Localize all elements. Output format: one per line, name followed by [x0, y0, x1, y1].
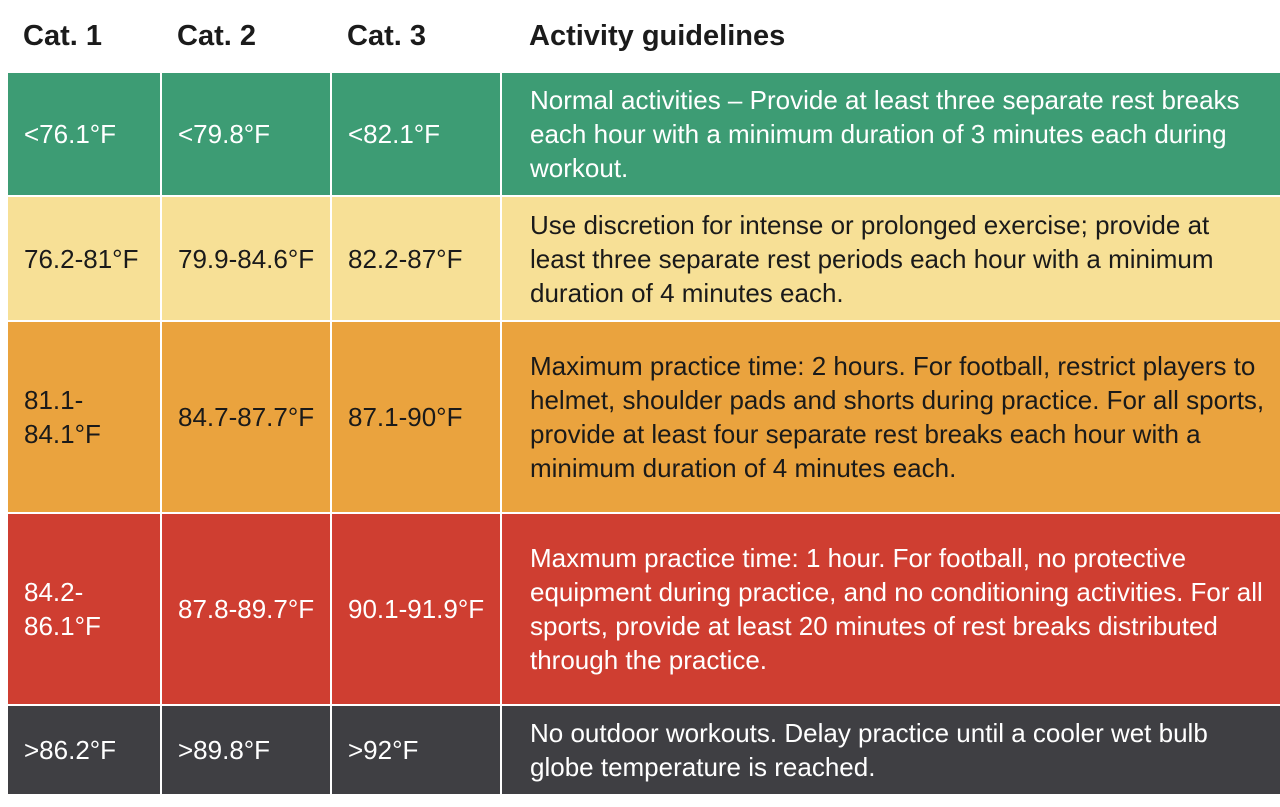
cell-cat-1: 76.2-81°F: [7, 196, 161, 321]
table-row-red: [7, 513, 1280, 705]
table-row-green: [7, 73, 1280, 196]
table-row-gray: [7, 705, 1280, 795]
cell-cat-2: 87.8-89.7°F: [161, 513, 331, 705]
cell-cat-2: 79.9-84.6°F: [161, 196, 331, 321]
header-cat-2: Cat. 2: [161, 0, 331, 73]
cell-cat-3: 90.1-91.9°F: [331, 513, 501, 705]
cell-guideline: Maxmum practice time: 1 hour. For football, no protective equipment during practice, and no conditioning activities. For all sports, provide at least 20 minutes of rest breaks distributed through the practice.: [501, 513, 1280, 705]
table-row-yellow: [7, 196, 1280, 321]
cell-guideline: Normal activities – Provide at least three separate rest breaks each hour with a minimum duration of 3 minutes each during workout.: [501, 73, 1280, 196]
cell-cat-1: >86.2°F: [7, 705, 161, 795]
cell-cat-3: >92°F: [331, 705, 501, 795]
cell-guideline: Maximum practice time: 2 hours. For football, restrict players to helmet, shoulder pads and shorts during practice. For all sports, provide at least four separate rest breaks each hour with a minimum duration of 4 minutes each.: [501, 321, 1280, 513]
header-cat-1: Cat. 1: [7, 0, 161, 73]
bottom-margin: [0, 798, 1280, 807]
cell-guideline: Use discretion for intense or prolonged exercise; provide at least three separate rest periods each hour with a minimum duration of 4 minutes each.: [501, 196, 1280, 321]
table-body: [7, 73, 1280, 795]
cell-cat-1: 84.2-86.1°F: [7, 513, 161, 705]
table-row-orange: [7, 321, 1280, 513]
cell-cat-2: <79.8°F: [161, 73, 331, 196]
cell-cat-1: 81.1-84.1°F: [7, 321, 161, 513]
header-activity-guidelines: Activity guidelines: [501, 0, 1280, 73]
cell-cat-3: 87.1-90°F: [331, 321, 501, 513]
cell-cat-3: <82.1°F: [331, 73, 501, 196]
header-cat-3: Cat. 3: [331, 0, 501, 73]
cell-cat-2: 84.7-87.7°F: [161, 321, 331, 513]
table-header: [7, 0, 1280, 73]
cell-cat-2: >89.8°F: [161, 705, 331, 795]
header-row: [7, 0, 1280, 73]
cell-cat-1: <76.1°F: [7, 73, 161, 196]
cell-cat-3: 82.2-87°F: [331, 196, 501, 321]
cell-guideline: No outdoor workouts. Delay practice until a cooler wet bulb globe temperature is reached.: [501, 705, 1280, 795]
heat-guidelines-table: [6, 0, 1280, 796]
